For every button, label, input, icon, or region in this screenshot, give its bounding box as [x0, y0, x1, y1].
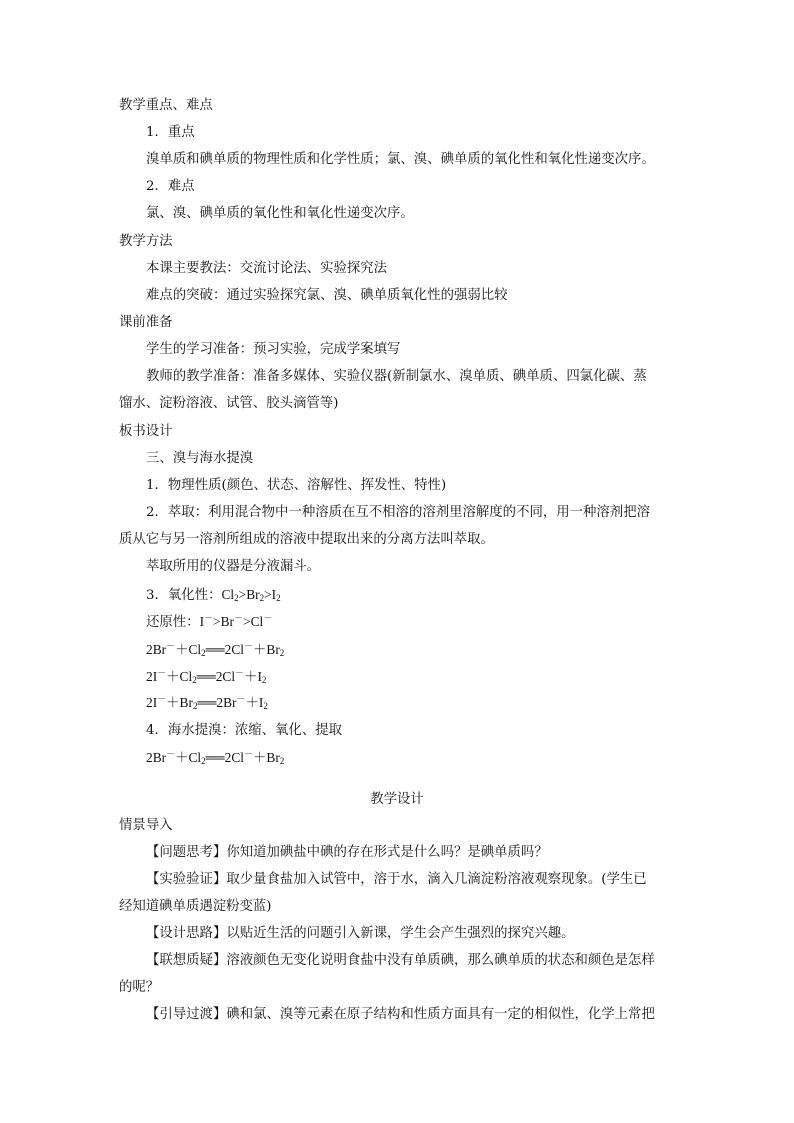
board-title: 三、溴与海水提溴	[146, 451, 254, 466]
reducing-label: 还原性：	[146, 615, 200, 630]
paragraph: 1．物理性质(颜色、状态、溶解性、挥发性、特性)	[146, 478, 447, 493]
paragraph: 溴单质和碘单质的物理性质和化学性质；氯、溴、碘单质的氧化性和氧化性递变次序。	[146, 152, 655, 167]
equation-2: $2I^-+Cl_2══2Cl^-+I_2$	[146, 668, 267, 685]
design-title: 教学设计	[370, 792, 424, 807]
paragraph: 【设计思路】以贴近生活的问题引入新课，学生会产生强烈的探究兴趣。	[146, 926, 575, 941]
oxidizing-label: 3．氧化性：	[146, 588, 222, 603]
equation-4: $2Br^-+Cl_2══2Cl^-+Br_2$	[146, 749, 285, 766]
section-heading-board: 板书设计	[119, 424, 173, 439]
paragraph-continuation: 经知道碘单质遇淀粉变蓝)	[119, 899, 272, 914]
reducing-order-formula: I－>Br－>Cl－	[199, 613, 273, 629]
paragraph-continuation: 的呢？	[119, 980, 160, 995]
paragraph: 2．萃取：利用混合物中一种溶质在互不相溶的溶剂里溶解度的不同，用一种溶剂把溶	[146, 505, 650, 520]
paragraph: 学生的学习准备：预习实验，完成学案填写	[146, 342, 401, 357]
paragraph-continuation: 质从它与另一溶剂所组成的溶液中提取出来的分离方法叫萃取。	[119, 532, 494, 547]
equation-1: $2Br^-+Cl_2══2Cl^-+Br_2$	[146, 641, 285, 658]
section-heading-method: 教学方法	[119, 234, 173, 249]
section-heading-prep: 课前准备	[119, 315, 173, 330]
paragraph: 【实验验证】取少量食盐加入试管中，溶于水，滴入几滴淀粉溶液观察现象。(学生已	[146, 872, 647, 887]
paragraph: 萃取所用的仪器是分液漏斗。	[146, 559, 321, 574]
equation-3: $2I^-+Br_2══2Br^-+I_2$	[146, 694, 268, 711]
paragraph: 【联想质疑】溶液颜色无变化说明食盐中没有单质碘，那么碘单质的状态和颜色是怎样	[146, 953, 655, 968]
paragraph: 氯、溴、碘单质的氧化性和氧化性递变次序。	[146, 206, 414, 221]
item-label: 2．难点	[146, 179, 195, 194]
section-heading-key-points: 教学重点、难点	[119, 98, 213, 113]
paragraph: 本课主要教法：交流讨论法、实验探究法	[146, 261, 388, 276]
paragraph: 难点的突破：通过实验探究氯、溴、碘单质氧化性的强弱比较	[146, 288, 508, 303]
paragraph: 教师的教学准备：准备多媒体、实验仪器(新制氯水、溴单质、碘单质、四氯化碳、蒸	[146, 369, 647, 384]
paragraph: 【问题思考】你知道加碘盐中碘的存在形式是什么吗？是碘单质吗？	[146, 845, 548, 860]
paragraph: 【引导过渡】碘和氯、溴等元素在原子结构和性质方面具有一定的相似性，化学上常把	[146, 1007, 655, 1022]
oxidizing-order-formula: $Cl_2>Br_2>I_2$	[221, 587, 281, 603]
oxidizing-order-line	[146, 586, 281, 605]
paragraph-continuation: 馏水、淀粉溶液、试管、胶头滴管等)	[119, 396, 339, 411]
item-label: 1．重点	[146, 125, 195, 140]
section-heading-intro: 情景导入	[119, 818, 173, 833]
reducing-order-line	[146, 613, 272, 632]
paragraph: 4．海水提溴：浓缩、氧化、提取	[146, 723, 342, 738]
